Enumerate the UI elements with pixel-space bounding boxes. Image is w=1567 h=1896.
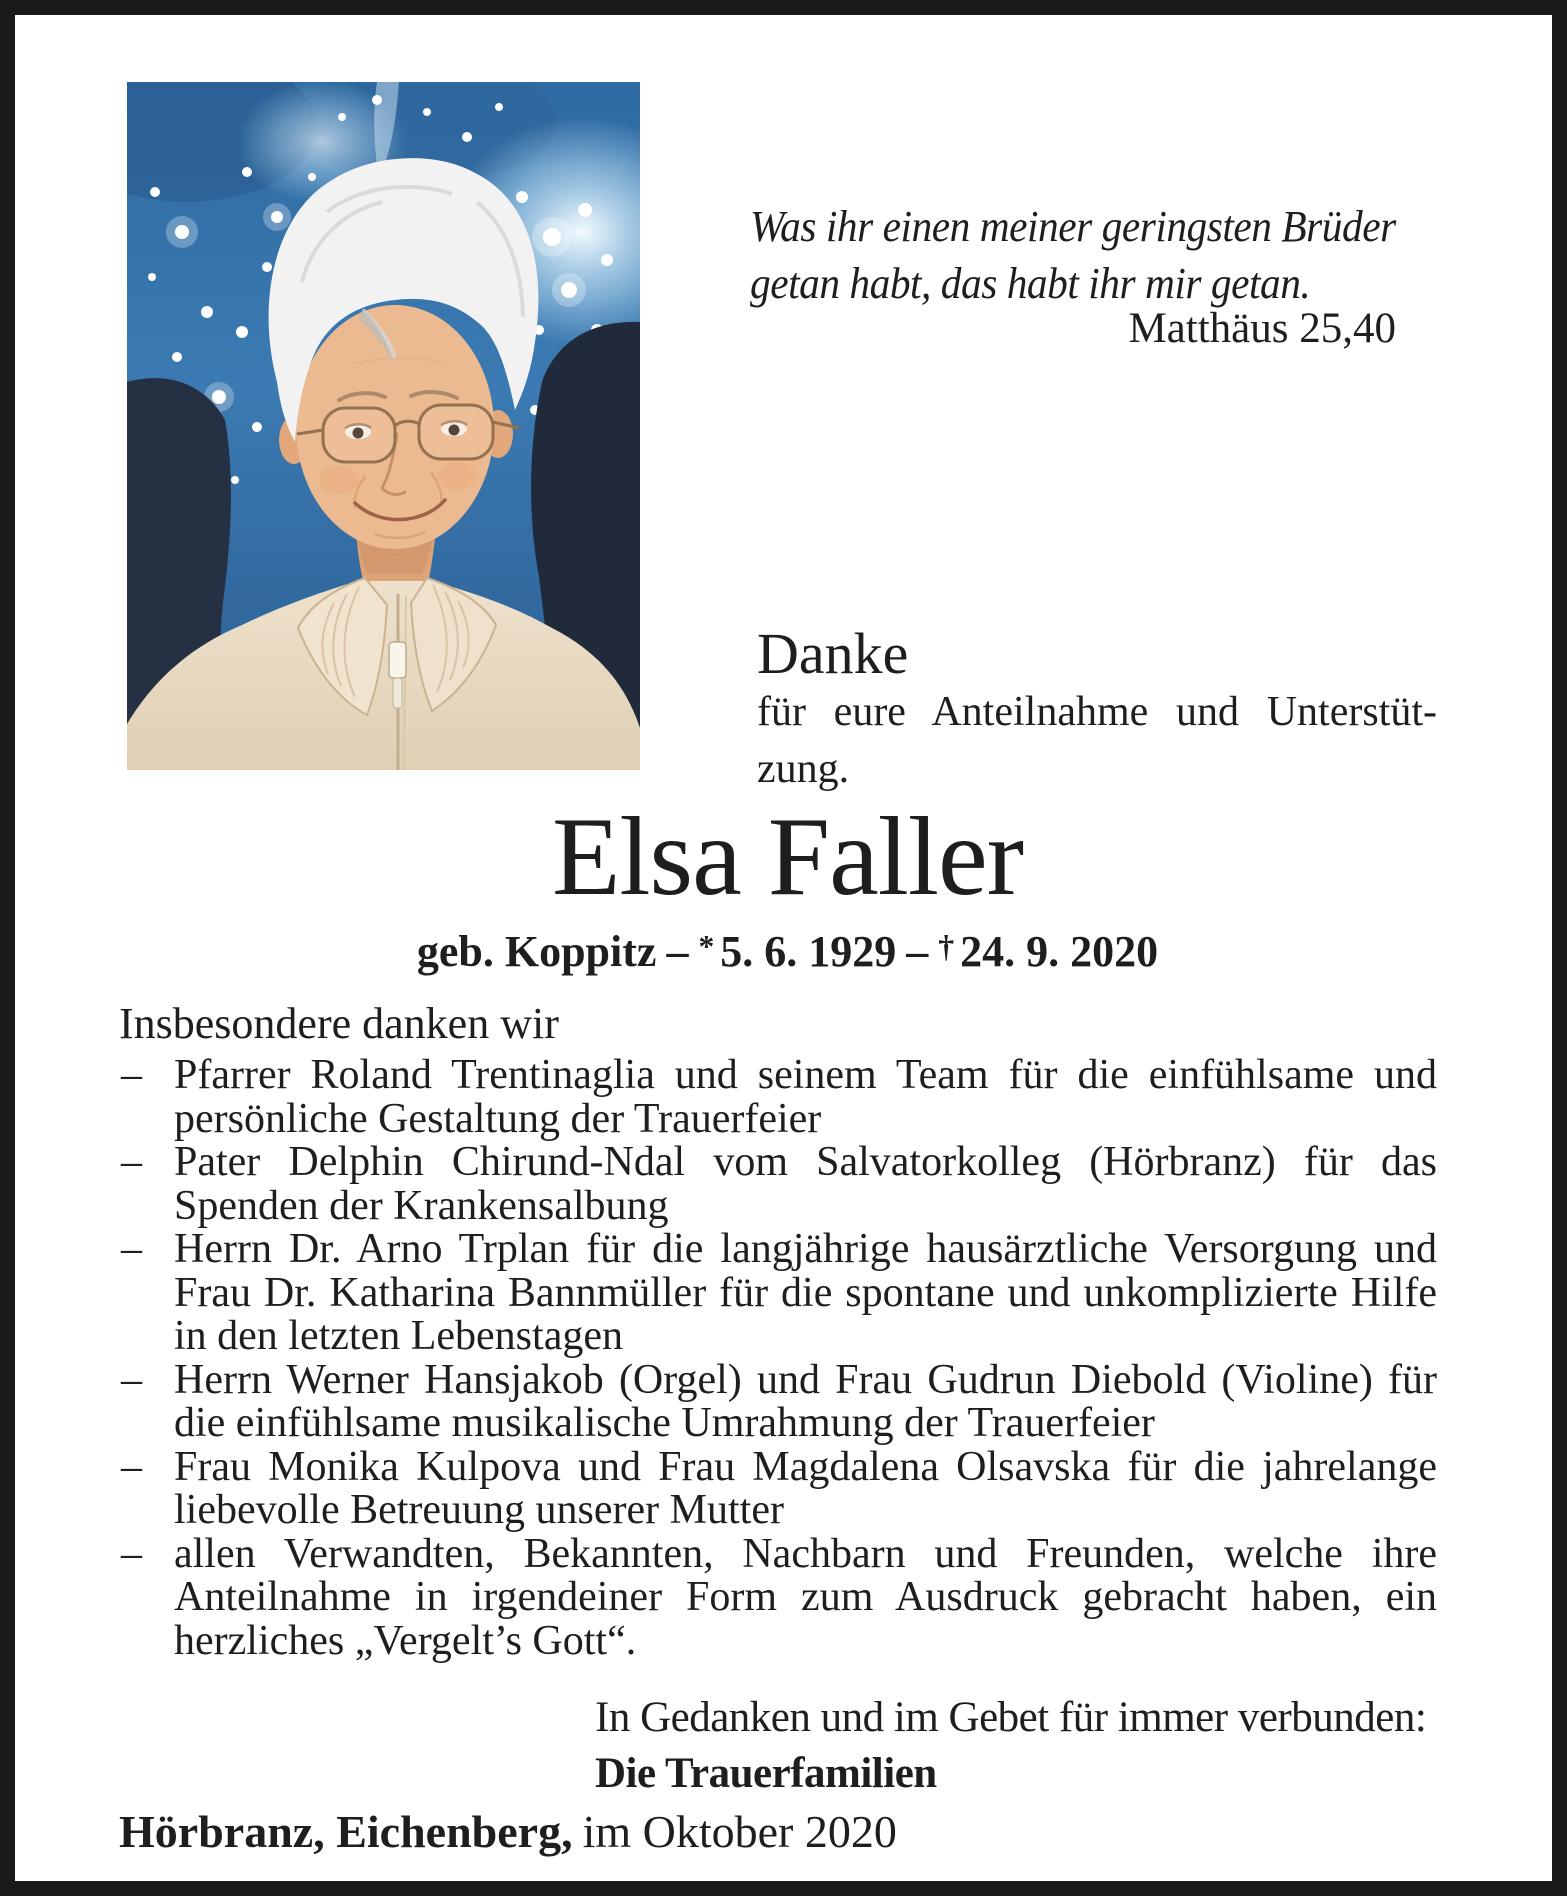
- list-item: [119, 1141, 1437, 1228]
- date-text: im Oktober 2020: [582, 1806, 897, 1857]
- death-date: 24. 9. 2020: [960, 927, 1159, 976]
- thanks-body: [757, 684, 1437, 798]
- list-dash: –: [121, 1226, 142, 1272]
- bible-quote-line2: getan habt, das habt ihr mir getan.: [750, 259, 1311, 308]
- list-dash: –: [121, 1443, 142, 1490]
- portrait-photo: [127, 82, 640, 770]
- list-dash: –: [121, 1052, 142, 1098]
- birth-date: 5. 6. 1929: [720, 927, 897, 976]
- acknowledgements-list: [119, 1054, 1437, 1663]
- list-item-text: allen Verwandten, Bekannten, Nachbarn und Freunden, welche ihre Anteilnahme in irgendeiner Form zum Ausdruck gebracht haben, ein herzliches „Vergelt’s Gott“.: [174, 1530, 1437, 1664]
- list-item-text: Herrn Werner Hansjakob (Orgel) und Frau Gudrun Diebold (Violine) für die einfühlsame musikalische Umrahmung der Trauerfeier: [174, 1356, 1437, 1446]
- bible-quote: [750, 198, 1427, 312]
- list-dash: –: [121, 1356, 142, 1403]
- thanks-line1: für eure Anteilnahme und Unterstüt-: [757, 689, 1437, 735]
- list-item: [119, 1356, 1437, 1446]
- born-symbol: *: [698, 928, 715, 964]
- zipper-pull: [389, 642, 406, 678]
- family-signature: Die Trauerfamilien: [595, 1750, 937, 1797]
- list-item: [119, 1054, 1437, 1141]
- list-dash: –: [121, 1139, 142, 1185]
- place-names: Hörbranz, Eichenberg,: [119, 1806, 573, 1857]
- list-item: [119, 1530, 1437, 1664]
- bible-quote-line1: Was ihr einen meiner geringsten Brüder: [750, 202, 1396, 251]
- died-symbol: †: [938, 928, 955, 964]
- list-dash: –: [121, 1530, 142, 1577]
- list-item-text: Pfarrer Roland Trentinaglia und seinem Team für die einfühlsame und persönliche Gestaltung der Trauerfeier: [174, 1052, 1437, 1142]
- thanks-heading: Danke: [757, 621, 909, 686]
- list-item-text: Frau Monika Kulpova und Frau Magdalena Olsavska für die jahrelange liebevolle Betreuung unserer Mutter: [174, 1443, 1437, 1533]
- list-item: [119, 1228, 1437, 1359]
- closing-line: In Gedanken und im Gebet für immer verbunden:: [595, 1694, 1427, 1741]
- acknowledgements-intro: Insbesondere danken wir: [119, 999, 559, 1048]
- list-item: [119, 1443, 1437, 1533]
- thanks-line2: zung.: [757, 746, 850, 792]
- birth-death-line: [4, 926, 1567, 982]
- closing-block: [595, 1690, 1426, 1802]
- vitals-dash2: –: [906, 927, 929, 976]
- vitals-dash1: –: [666, 927, 689, 976]
- list-item-text: Pater Delphin Chirund-Ndal vom Salvatorkolleg (Hörbranz) für das Spenden der Krankensalbung: [174, 1139, 1437, 1229]
- deceased-name: Elsa Faller: [551, 795, 1024, 919]
- place-date-line: [119, 1806, 897, 1858]
- maiden-name: geb. Koppitz: [416, 927, 657, 976]
- bible-quote-attribution: Matthäus 25,40: [1128, 305, 1396, 352]
- list-item-text: Herrn Dr. Arno Trplan für die langjährige hausärztliche Versorgung und Frau Dr. Katharina Bannmüller für die spontane und unkomplizierte Hilfe in den letzten Lebenstagen: [174, 1226, 1437, 1359]
